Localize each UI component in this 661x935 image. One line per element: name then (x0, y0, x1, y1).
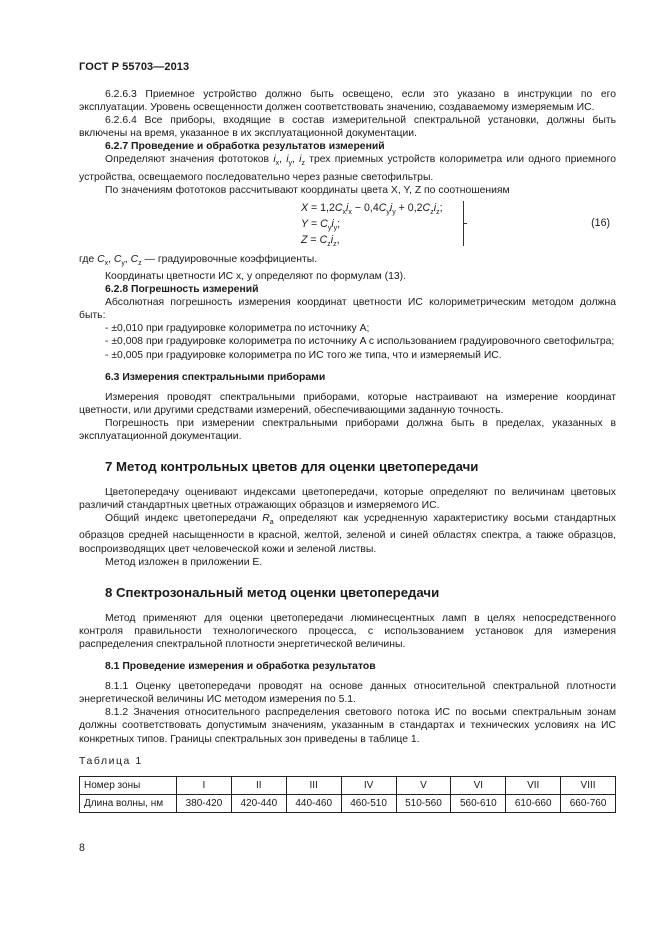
page-number: 8 (79, 842, 85, 854)
zone-cell: I (177, 776, 232, 794)
heading-6-2-7: 6.2.7 Проведение и обработка результатов измерений (105, 141, 385, 153)
range-cell: 510-560 (396, 794, 451, 812)
formula-brace (457, 201, 464, 246)
paragraph-7-1: Цветопередачу оценивают индексами цветопередачи, которые определяют по величинам цветовых различий стандартных цветных отражающих образцов и измеряемого ИС. (79, 487, 616, 512)
paragraph-spectral-1: Измерения проводят спектральными приборами, которые настраивают на измерение координат цветности, или другими средствами измерений, обеспечивающими заданную точность. (79, 391, 616, 416)
zone-cell: IV (341, 776, 396, 794)
range-cell: 610-660 (506, 794, 561, 812)
zone-cell: VIII (561, 776, 616, 794)
zone-cell: II (231, 776, 286, 794)
page-content (79, 88, 616, 813)
range-cell: 560-610 (451, 794, 506, 812)
paragraph-photocurrents: Определяют значения фототоков $i_x$, $i_y$, $i_z$ трех приемных устройств колориметра или одного приемного устройства, освещаемого последовательно через разные светофильтры. (79, 154, 616, 183)
table-row (80, 776, 616, 794)
error-item-2: - ±0,008 при градуировке колориметра по источнику A с использованием градуировочного светофильтра; (105, 336, 615, 348)
heading-section-8: 8 Спектрозональный метод оценки цветопередачи (105, 584, 440, 600)
range-cell: 660-760 (561, 794, 616, 812)
range-cell: 380-420 (177, 794, 232, 812)
paragraph-spectral-2: Погрешность при измерении спектральными приборами должна быть в пределах, указанных в эксплуатационной документации. (79, 417, 616, 443)
formula-legend: где $C_x$, $C_y$, $C_z$ — градуировочные коэффициенты. (79, 253, 318, 267)
paragraph-8-1-1: 8.1.1 Оценку цветопередачи проводят на основе данных относительной спектральной плотности энергетической величины ИС методом измерения по 5.1. (79, 681, 616, 706)
document-code: ГОСТ Р 55703—2013 (79, 61, 190, 73)
formula-number: (16) (591, 216, 610, 229)
paragraph-7-3: Метод изложен в приложении Е. (105, 556, 263, 568)
formula-line-x: $X = 1,2C_xi_x - 0,4C_yi_y + 0,2C_zi_z$; (301, 201, 443, 216)
paragraph-calc-coordinates: По значениям фототоков рассчитывают координаты цвета X, Y, Z по соотношениям (105, 184, 510, 196)
table-spectral-zones (79, 776, 616, 813)
paragraph-8-intro: Метод применяют для оценки цветопередачи люминесцентных ламп в целях непосредственного контроля правильности технологического процесса, с использованием установок для измерения распределения спектральной плотности энергетической величины. (79, 612, 616, 650)
paragraph-7-2: Общий индекс цветопередачи $R_a$ определяют как усредненную характеристику восьми стандартных образцов средней насыщенности в красной, желтой, зеленой и синей областях спектра, а также образцов, воспроизводящих цвет человеческой кожи и зеленой листвы. (79, 513, 616, 555)
formula-16 (79, 200, 616, 250)
zone-cell: VI (451, 776, 506, 794)
error-item-1: - ±0,010 при градуировке колориметра по источнику A; (105, 323, 370, 335)
row-header-zone: Номер зоны (80, 776, 177, 794)
range-cell: 420-440 (231, 794, 286, 812)
range-cell: 460-510 (341, 794, 396, 812)
heading-6-2-8: 6.2.8 Погрешность измерений (105, 284, 259, 296)
row-header-wavelength: Длина волны, нм (80, 794, 177, 812)
heading-section-7: 7 Метод контрольных цветов для оценки цветопередачи (105, 459, 479, 475)
range-cell: 440-460 (286, 794, 341, 812)
formula-line-y: $Y = C_yi_y$; (301, 217, 341, 232)
zone-cell: VII (506, 776, 561, 794)
paragraph-8-1-2: 8.1.2 Значения относительного распределения светового потока ИС по восьми спектральным зонам должны соответствовать допустимым значениям, указанным в стандартах и технических условиях на ИС конкретных типов. Границы спектральных зон приведены в таблице 1. (79, 707, 616, 745)
paragraph-error: Абсолютная погрешность измерения координат цветности ИС колориметрическим методом должна быть: (79, 297, 616, 322)
table-caption: Таблица 1 (79, 755, 143, 767)
paragraph-6-2-6-3: 6.2.6.3 Приемное устройство должно быть освещено, если это указано в инструкции по его эксплуатации. Уровень освещенности должен соответствовать значению, создаваемому измеряемым ИС. (79, 89, 616, 114)
paragraph-chromaticity: Координаты цветности ИС x, y определяют по формулам (13). (105, 271, 407, 282)
formula-line-z: $Z = C_zi_z$, (301, 233, 340, 248)
paragraph-6-2-6-4: 6.2.6.4 Все приборы, входящие в состав измерительной спектральной установки, должны быть включены на время, указанное в их эксплуатационной документации. (79, 115, 616, 140)
zone-cell: III (286, 776, 341, 794)
table-row (80, 794, 616, 812)
heading-8-1: 8.1 Проведение измерения и обработка результатов (105, 661, 376, 673)
zone-cell: V (396, 776, 451, 794)
heading-6-3: 6.3 Измерения спектральными приборами (105, 371, 326, 383)
error-item-3: - ±0,005 при градуировке колориметра по ИС того же типа, что и измеряемый ИС. (105, 349, 502, 361)
